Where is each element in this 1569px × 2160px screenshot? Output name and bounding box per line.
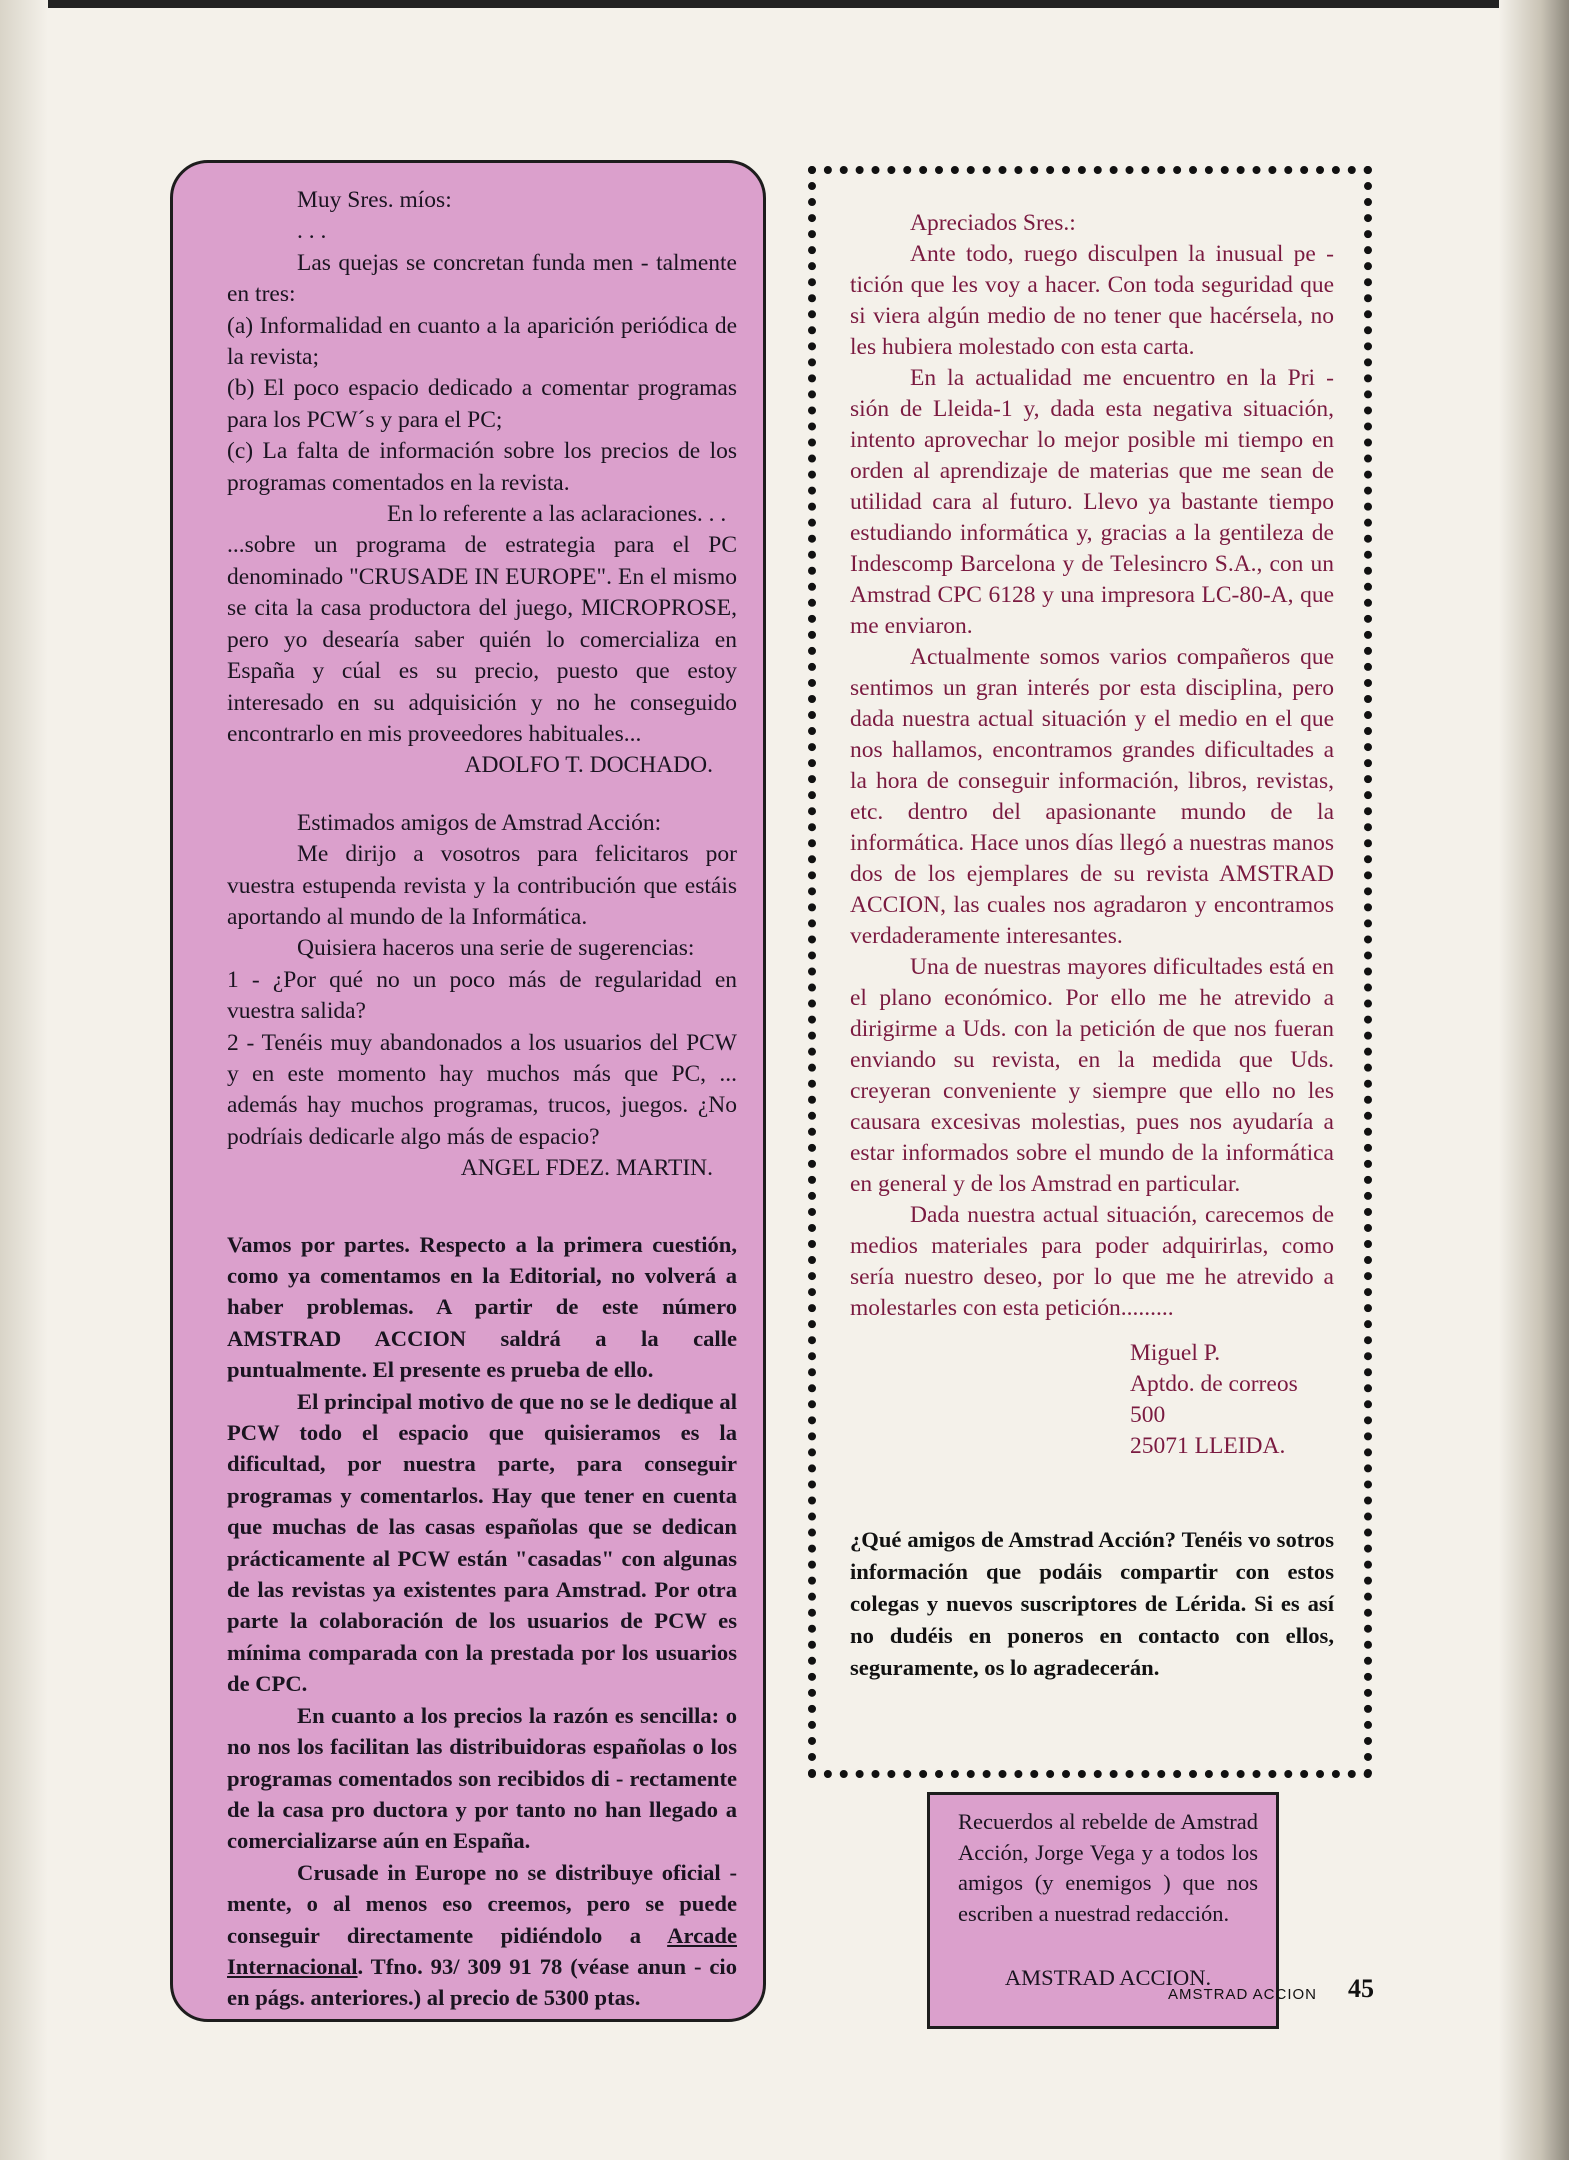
letter1-item-b: (b) El poco espacio dedicado a comentar programas para los PCW´s y para el PC;: [227, 375, 737, 433]
greetings-signature: AMSTRAD ACCION.: [1004, 1965, 1212, 1990]
reply-paragraph: En cuanto a los precios la razón es sencilla: o no nos los facilitan las distribuidoras españolas o los programas comentados son recibidos di - rectamente de la casa pro ductora y por tanto no han llegado a comercializarse aún en España.: [227, 1702, 737, 1854]
letter1-paragraph: Las quejas se concretan funda men - talmente en tres:: [227, 249, 737, 308]
reply-paragraph: El principal motivo de que no se le dedique al PCW todo el espacio que quisieramos es la dificultad, por nuestra parte, para conseguir programas y comentarlos. Hay que tener en cuenta que muchas de las casas españolas que se dedican prácticamente al PCW están "casadas" con algunas de las revistas ya existentes para Amstrad. Por otra parte la colaboración de los usuarios de PCW es mínima comparada con la prestada por los usuarios de CPC.: [227, 1388, 737, 1697]
letter-paragraph: Actualmente somos varios compañeros que sentimos un gran interés por esta disciplina, pero dada nuestra actual situación y el medio en el que nos hallamos, encontramos grandes dificultades a la hora de conseguir información, libros, revistas, etc. dentro del apasionante mundo de la informática. Hace unos días llegó a nuestras manos dos de los ejemplares de su revista AMSTRAD ACCION, las cuales nos agradaron y encontramos verdaderamente interesantes.: [850, 644, 1334, 949]
letter1-signature: ADOLFO T. DOCHADO.: [464, 752, 713, 779]
reply-text: . Tfno. 93/ 309 91 78 (véase anun - cio en págs. anteriores.) al precio de 5300 ptas.: [227, 1953, 737, 2011]
letter2-paragraph: Me dirijo a vosotros para felicitaros por vuestra estupenda revista y la contribución que estáis aportando al mundo de la Informática.: [227, 841, 737, 930]
footer-magazine-name: AMSTRAD ACCION: [1168, 1986, 1318, 2003]
letter1-paragraph: ...sobre un programa de estrategia para el PC denominado "CRUSADE IN EUROPE". En el mismo se cita la casa productora del juego, MICROPROSE, pero yo desearía saber quién lo comercializa en España y cúal es su precio, puesto que estoy interesado en su adquisición y no he conseguido encontrarlo en mis proveedores habituales...: [227, 532, 737, 747]
arcade-internacional-link: Arcade Internacional: [227, 1922, 737, 1979]
reply-text: Crusade in Europe no se distribuye oficial - mente, o al menos eso creemos, pero se puede conseguir directamente pidiéndolo a: [227, 1859, 737, 1948]
page-edge-shadow: [1499, 0, 1569, 2160]
letter-salutation: Apreciados Sres.:: [910, 210, 1076, 236]
letter1-paragraph: En lo referente a las aclaraciones. . .: [387, 501, 727, 528]
page-footer: [1168, 1974, 1408, 2014]
letter2-paragraph: Quisiera haceros una serie de sugerencias:: [297, 935, 695, 962]
letter2-suggestion-1: 1 - ¿Por qué no un poco más de regularidad en vuestra salida?: [227, 966, 737, 1025]
page-gutter-shadow: [0, 0, 48, 2160]
prison-letter-box: [808, 166, 1372, 1778]
letters-panel: [170, 160, 766, 2022]
letter-paragraph: Una de nuestras mayores dificultades está en el plano económico. Por ello me he atrevido a dirigirme a Uds. con la petición de que nos fueran enviando su revista, en la medida que Uds. creyeran conveniente y siempre que ello no les causara excesivas molestias, pues nos ayudaría a estar informados sobre el mundo de la informática en general y de los Amstrad en particular.: [850, 954, 1334, 1197]
signature-address: Aptdo. de correos 500: [1130, 1371, 1298, 1428]
letter2-signature: ANGEL FDEZ. MARTIN.: [460, 1155, 713, 1182]
letter2-suggestion-2: 2 - Tenéis muy abandonados a los usuarios del PCW y en este momento hay muchos más que PC, ... además hay muchos programas, trucos, juegos. ¿No podríais dedicarle algo más de espacio?: [227, 1029, 737, 1150]
editor-note: ¿Qué amigos de Amstrad Acción? Tenéis vo sotros información que podáis compartir con estos colegas y nuevos suscriptores de Lérida. Si es así no dudéis en poneros en contacto con ellos, seguramente, os lo agradecerán.: [850, 1527, 1334, 1680]
reply-paragraph: Vamos por partes. Respecto a la primera cuestión, como ya comentamos en la Editorial, no volverá a haber problemas. A partir de este número AMSTRAD ACCION saldrá a la calle puntualmente. El presente es prueba de ello.: [227, 1231, 737, 1383]
letter-paragraph: Ante todo, ruego disculpen la inusual pe - tición que les voy a hacer. Con toda seguridad que si viera algún medio de no tener que hacérsela, no les hubiera molestado con esta carta.: [850, 241, 1334, 360]
letter2-salutation: Estimados amigos de Amstrad Acción:: [297, 809, 662, 836]
page-top-edge: [0, 0, 1569, 8]
signature-name: Miguel P.: [1130, 1340, 1221, 1366]
reply-paragraph: [227, 1857, 737, 2014]
letter1-ellipsis: . . .: [297, 218, 327, 245]
letter1-item-c: (c) La falta de información sobre los precios de los programas comentados en la revista.: [227, 438, 737, 496]
letter1-salutation: Muy Sres. míos:: [297, 187, 452, 213]
letter-paragraph: En la actualidad me encuentro en la Pri - sión de Lleida-1 y, dada esta negativa situación, intento aprovechar lo mejor posible mi tiempo en orden al aprendizaje de materias que me sean de utilidad cara al futuro. Llevo ya bastante tiempo estudiando informática y, gracias a la gentileza de Indescomp Barcelona y de Telesincro S.A., con un Amstrad CPC 6128 y una impresora LC-80-A, que me enviaron.: [850, 365, 1334, 639]
signature-city: 25071 LLEIDA.: [1130, 1433, 1286, 1459]
greetings-text: Recuerdos al rebelde de Amstrad Acción, Jorge Vega y a todos los amigos (y enemigos ) que nos escriben a nuestrad redacción.: [958, 1809, 1258, 1926]
letter-paragraph: Dada nuestra actual situación, carecemos de medios materiales para poder adquirirlas, como sería nuestro deseo, por lo que me he atrevido a molestarles con esta petición.........: [850, 1202, 1334, 1321]
page-number: 45: [1348, 1974, 1374, 2003]
letter1-item-a: (a) Informalidad en cuanto a la aparición periódica de la revista;: [227, 312, 737, 371]
